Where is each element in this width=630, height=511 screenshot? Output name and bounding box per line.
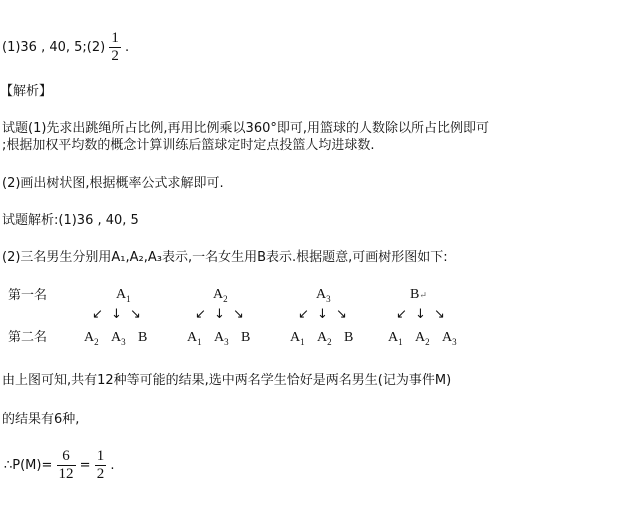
prob-equals: =: [79, 458, 91, 473]
tree-child-node: $A_2$: [317, 330, 332, 347]
tree-parent-node: $A_3$: [316, 287, 331, 304]
analysis-line-1: 试题(1)先求出跳绳所占比例,再用比例乘以360°即可,用篮球的人数除以所占比例即可: [2, 121, 489, 136]
tree-parent-node: $A_1$: [116, 287, 131, 304]
prob-fraction-2: [95, 448, 107, 483]
solution-line-2: (2)三名男生分别用A₁,A₂,A₃表示,一名女生用B表示.根据题意,可画树形图如下:: [2, 250, 448, 265]
analysis-line-2: ;根据加权平均数的概念计算训练后篮球定时定点投篮人均进球数.: [2, 138, 375, 153]
probability-line: [4, 448, 114, 483]
tree-branch-arrows: ↙ ↓ ↘: [92, 307, 143, 322]
return-mark-icon: ↵: [419, 290, 427, 300]
prob-frac1-den: 12: [58, 466, 74, 482]
tree-child-node: $A_2$: [84, 330, 99, 347]
tree-child-node: $A_1$: [290, 330, 305, 347]
tree-child-node: $A_1$: [187, 330, 202, 347]
tree-parent-node: B↵: [410, 287, 427, 302]
tree-child-node: $A_2$: [415, 330, 430, 347]
tree-child-node: $A_1$: [388, 330, 403, 347]
answer-fraction: [109, 30, 121, 65]
tree-child-node: $A_3$: [442, 330, 457, 347]
tree-branch-arrows: ↙ ↓ ↘: [298, 307, 349, 322]
solution-line-1: 试题解析:(1)36 , 40, 5: [2, 213, 139, 228]
answer-frac-den: 2: [111, 48, 119, 64]
tree-branch-arrows: ↙ ↓ ↘: [396, 307, 447, 322]
tree-branch-arrows: ↙ ↓ ↘: [195, 307, 246, 322]
tree-row2-label: 第二名: [8, 330, 48, 345]
prob-suffix: .: [110, 458, 115, 473]
tree-child-node: B: [138, 330, 148, 345]
answer-suffix: .: [125, 40, 130, 55]
tree-row1-label: 第一名: [8, 288, 48, 303]
section-label: 【解析】: [0, 84, 53, 99]
prob-frac2-num: 1: [96, 448, 105, 464]
tree-parent-node: $A_2$: [213, 287, 228, 304]
tree-child-node: $A_3$: [214, 330, 229, 347]
tree-child-node: B: [344, 330, 354, 345]
conclusion-line-1: 由上图可知,共有12种等可能的结果,选中两名学生恰好是两名男生(记为事件M): [2, 373, 452, 388]
conclusion-line-2: 的结果有6种,: [2, 412, 80, 427]
answer-frac-num: 1: [111, 30, 119, 46]
tree-child-node: $A_3$: [111, 330, 126, 347]
prob-fraction-1: [57, 448, 76, 483]
tree-child-node: B: [241, 330, 251, 345]
prob-frac2-den: 2: [96, 466, 105, 482]
answer-prefix: (1)36 , 40, 5;(2): [2, 40, 106, 55]
prob-prefix: ∴P(M)=: [4, 458, 53, 473]
analysis-line-3: (2)画出树状图,根据概率公式求解即可.: [2, 176, 224, 191]
prob-frac1-num: 6: [57, 448, 76, 466]
answer-line: [2, 30, 129, 65]
